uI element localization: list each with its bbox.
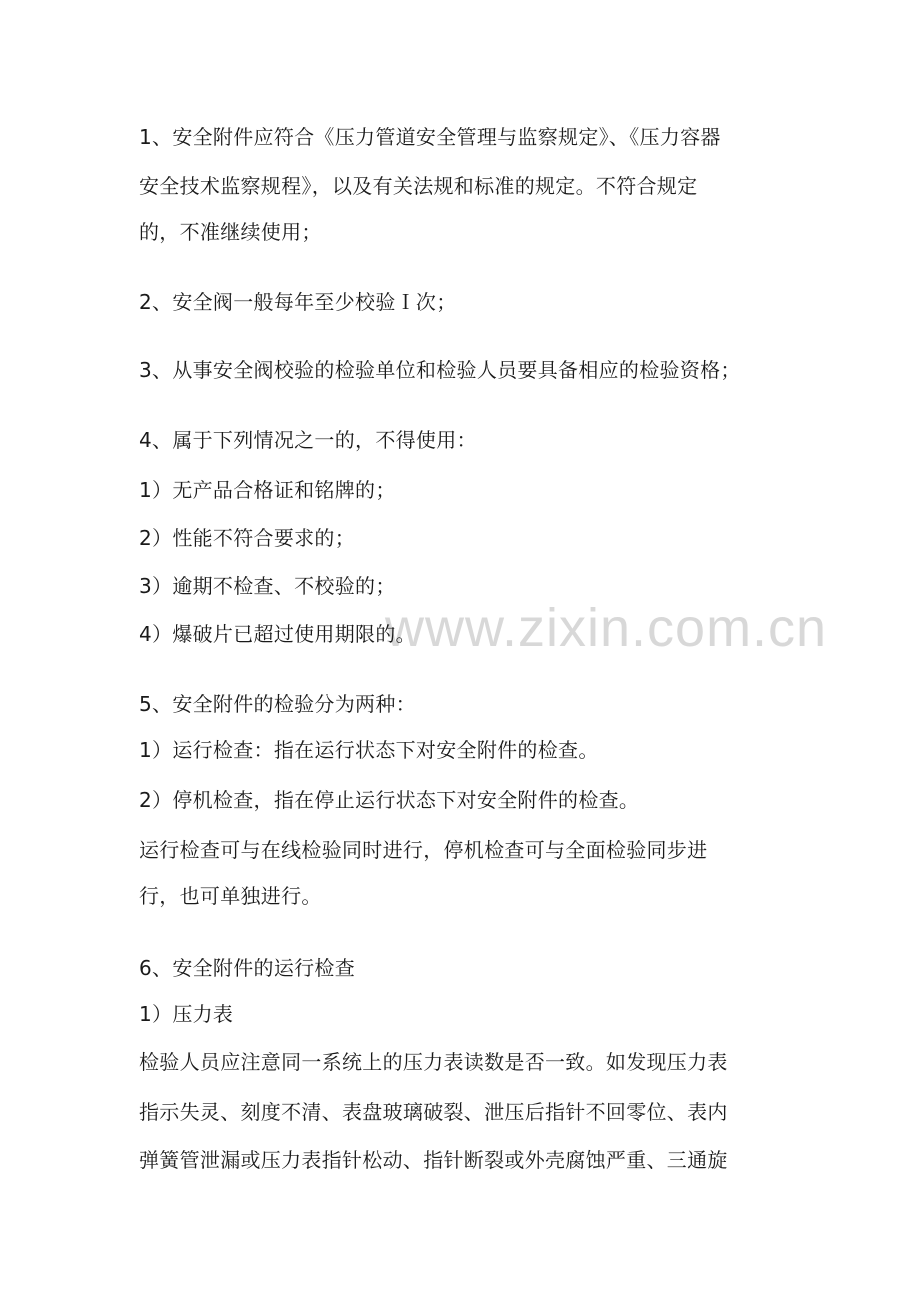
text-line: 1、安全附件应符合《压力管道安全管理与监察规定》、《压力容器 xyxy=(139,125,721,149)
text-line: 1）运行检查：指在运行状态下对安全附件的检查。 xyxy=(139,738,599,762)
text-line: 3、从事安全阀校验的检验单位和检验人员要具备相应的检验资格； xyxy=(139,358,741,382)
text-line: 弹簧管泄漏或压力表指针松动、指针断裂或外壳腐蚀严重、三通旋 xyxy=(139,1148,728,1172)
text-line: 3）逾期不检查、不校验的； xyxy=(139,574,396,598)
text-line: 运行检查可与在线检验同时进行，停机检查可与全面检验同步进 xyxy=(139,838,708,862)
text-line: 4、属于下列情况之一的，不得使用： xyxy=(139,428,477,452)
text-line: 6、安全附件的运行检查 xyxy=(139,956,356,980)
text-line: 2）性能不符合要求的； xyxy=(139,526,356,550)
text-line: 指示失灵、刻度不清、表盘玻璃破裂、泄压后指针不回零位、表内 xyxy=(139,1100,728,1124)
watermark: www.zixin.com.cn xyxy=(385,598,828,658)
text-line: 2）停机检查，指在停止运行状态下对安全附件的检查。 xyxy=(139,788,640,812)
text-line: 行，也可单独进行。 xyxy=(139,884,322,908)
text-line: 4）爆破片已超过使用期限的。 xyxy=(139,622,416,646)
text-line: 2、安全阀一般每年至少校验Ｉ次； xyxy=(139,290,457,314)
text-line: 1）压力表 xyxy=(139,1002,234,1026)
text-line: 的，不准继续使用； xyxy=(139,220,322,244)
text-line: 检验人员应注意同一系统上的压力表读数是否一致。如发现压力表 xyxy=(139,1050,728,1074)
text-line: 1）无产品合格证和铭牌的； xyxy=(139,478,396,502)
text-line: 安全技术监察规程》，以及有关法规和标准的规定。不符合规定 xyxy=(139,174,698,198)
text-line: 5、安全附件的检验分为两种： xyxy=(139,692,416,716)
